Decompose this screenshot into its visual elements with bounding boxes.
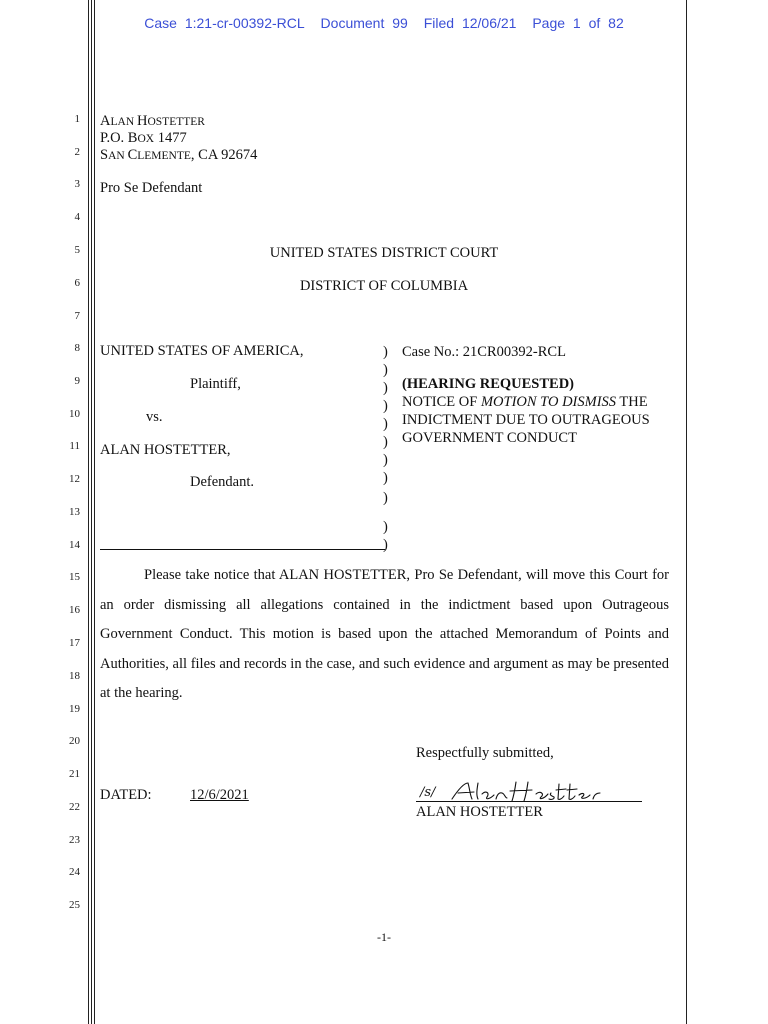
signer-name: ALAN HOSTETTER	[416, 804, 543, 820]
hearing-requested: (HEARING REQUESTED)	[402, 376, 575, 392]
filer-po-box: P.O. BOX 1477	[100, 130, 187, 146]
line-number: 11	[69, 440, 80, 452]
caption-paren: )	[383, 490, 388, 506]
header-filed-date: Filed 12/06/21	[423, 15, 517, 31]
line-number: 21	[69, 768, 80, 780]
case-number: Case No.: 21CR00392-RCL	[402, 344, 566, 360]
caption-paren: )	[383, 452, 388, 468]
line-number: 7	[74, 310, 80, 322]
ecf-header	[0, 15, 768, 31]
line-number: 12	[69, 473, 80, 485]
page-number: -1-	[377, 930, 391, 944]
line-number: 8	[74, 342, 80, 354]
line-number: 15	[69, 571, 80, 583]
caption-paren: )	[383, 470, 388, 486]
line-number: 1	[74, 113, 80, 125]
defendant-label: Defendant.	[190, 474, 255, 490]
line-number: 6	[74, 277, 80, 289]
line-number: 14	[69, 539, 80, 551]
header-page: Page 1 of 82	[532, 15, 624, 31]
notice-body-paragraph: Please take notice that ALAN HOSTETTER, Pro Se Defendant, will move this Court for an order dismissing all allegations contained in the indictment based upon Outrageous Government Conduct. This motion is based upon the attached Memorandum of Points and Authorities, all files and records in the case, and such evidence and argument as may be presented at the hearing.	[100, 567, 669, 701]
caption-paren: )	[383, 398, 388, 414]
caption-paren: )	[383, 416, 388, 432]
plaintiff-name: UNITED STATES OF AMERICA,	[100, 343, 304, 359]
line-number: 19	[69, 703, 80, 715]
line-number: 5	[74, 244, 80, 256]
caption-underline	[100, 549, 385, 550]
notice-title-line-1: NOTICE OF MOTION TO DISMISS THE	[402, 394, 648, 410]
filer-city: SAN CLEMENTE, CA 92674	[100, 147, 258, 163]
signature-block	[416, 780, 642, 802]
handwritten-signature	[448, 780, 618, 802]
signature-prefix: /s/	[420, 785, 436, 800]
line-number: 23	[69, 834, 80, 846]
notice-title-line-3: GOVERNMENT CONDUCT	[402, 430, 577, 446]
caption-paren: )	[383, 344, 388, 360]
line-number: 25	[69, 899, 80, 911]
defendant-name: ALAN HOSTETTER,	[100, 442, 231, 458]
caption-paren: )	[383, 362, 388, 378]
left-margin-rule-1	[88, 0, 89, 1024]
caption-paren: )	[383, 380, 388, 396]
left-margin-rule-3	[94, 0, 95, 1024]
header-case-number: Case 1:21-cr-00392-RCL	[144, 15, 305, 31]
caption-paren: )	[383, 537, 388, 553]
line-number: 13	[69, 506, 80, 518]
court-name: UNITED STATES DISTRICT COURT	[269, 245, 499, 261]
line-number: 3	[74, 178, 80, 190]
date-value: 12/6/2021	[190, 787, 249, 803]
header-document: Document 99	[320, 15, 408, 31]
line-number: 4	[74, 211, 80, 223]
line-number: 20	[69, 735, 80, 747]
line-number: 10	[69, 408, 80, 420]
line-number: 9	[74, 375, 80, 387]
court-district: DISTRICT OF COLUMBIA	[299, 278, 469, 294]
line-number: 2	[74, 146, 80, 158]
filer-name: ALAN HOSTETTER	[100, 113, 205, 129]
caption-paren: )	[383, 519, 388, 535]
line-number: 17	[69, 637, 80, 649]
dated-label: DATED:	[100, 787, 152, 803]
right-margin-rule	[686, 0, 687, 1024]
caption-paren: )	[383, 434, 388, 450]
respectfully-submitted: Respectfully submitted,	[416, 745, 554, 761]
filer-role: Pro Se Defendant	[100, 180, 203, 196]
notice-title-line-2: INDICTMENT DUE TO OUTRAGEOUS	[402, 412, 650, 428]
line-number: 16	[69, 604, 80, 616]
versus: vs.	[146, 409, 163, 425]
signature-line	[416, 801, 642, 802]
line-number: 24	[69, 866, 80, 878]
line-number: 22	[69, 801, 80, 813]
line-number: 18	[69, 670, 80, 682]
left-margin-rule-2	[91, 0, 92, 1024]
plaintiff-label: Plaintiff,	[190, 376, 241, 392]
